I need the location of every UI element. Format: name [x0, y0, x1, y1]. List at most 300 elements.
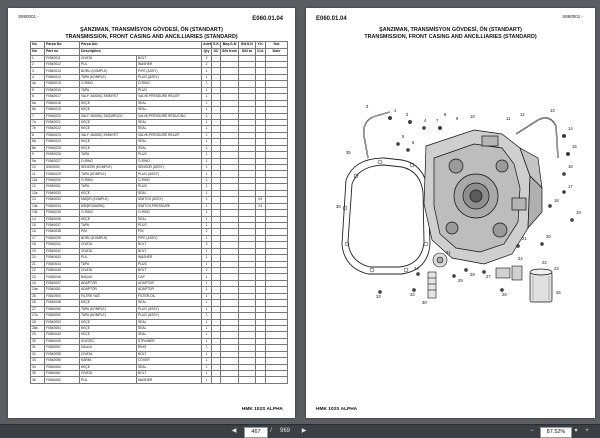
row-qty: 1 [202, 203, 212, 209]
row-name-tr: VALF, BASINÇ DÜŞÜRÜCÜ [80, 113, 137, 119]
row-qty: 1 [202, 319, 212, 325]
row-part-no: F0540048 [45, 300, 80, 306]
row-description: PLUG (ASSY) [137, 74, 202, 80]
callout-number: 3 [366, 104, 369, 109]
row-no: 2 [31, 62, 45, 68]
zoom-in-button[interactable]: + [585, 428, 589, 434]
row-part-no: F0540062 [45, 377, 80, 383]
row-qty: 1 [202, 107, 212, 113]
row-name-tr: CIVATA [80, 55, 137, 61]
row-description: PLUG (ASSY) [137, 313, 202, 319]
row-part-no: F0540026 [45, 152, 80, 158]
col-no-en: No [31, 48, 45, 55]
callout-number: 24 [518, 256, 523, 261]
callout-number: 4 [424, 118, 427, 123]
row-name-tr: VALF, BASINÇ EMNİYET [80, 132, 137, 138]
row-name-tr: KEÇE [80, 100, 137, 106]
row-description: BOLT [137, 242, 202, 248]
row-part-no: F0540019 [45, 107, 80, 113]
row-qty: 1 [202, 345, 212, 351]
row-name-tr: TAPA (KOMPLE) [80, 171, 137, 177]
strainer [428, 272, 436, 298]
col-no: No [31, 42, 45, 49]
callout-number: 14 [568, 126, 573, 131]
row-qty: 1 [202, 306, 212, 312]
row-description: BOLT [137, 55, 202, 61]
row-ica [256, 377, 266, 383]
row-name-tr: BAŞLIK [80, 274, 137, 280]
row-qty: 1 [202, 216, 212, 222]
row-name-tr: TAPA (KOMPLE) [80, 313, 137, 319]
row-part-no: F0540023 [45, 132, 80, 138]
row-name-tr: FİLTRE,YAĞ [80, 293, 137, 299]
callout-number: 36 [336, 204, 341, 209]
row-qty: 1 [202, 235, 212, 241]
row-name-tr: O-RING [80, 177, 137, 183]
title-english: TRANSMISSION, FRONT CASING AND ANCILLIARIES (STANDARD) [364, 33, 537, 40]
page-total: 969 [279, 428, 290, 434]
row-part-no: F0540061 [45, 371, 80, 377]
row-part-no: F0540040 [45, 332, 80, 338]
row-qty: 1 [202, 325, 212, 331]
row-part-no: F0540054 [45, 325, 80, 331]
row-description: VALVE,PRESSURE RELIEF [137, 132, 202, 138]
row-description: SEAL [137, 319, 202, 325]
row-part-no: F0540014 [45, 74, 80, 80]
col-sc: SC [212, 48, 221, 55]
row-no: 26 [31, 300, 45, 306]
row-part-no: F0540012 [45, 62, 80, 68]
row-part-no: F0540032 [45, 190, 80, 196]
row-name-tr: TAPA [80, 261, 137, 267]
row-no: 21 [31, 261, 45, 267]
row-part-no: F0540041 [45, 242, 80, 248]
row-no: 22 [31, 268, 45, 274]
row-description: SEAL [137, 190, 202, 196]
callout-number: 23 [554, 266, 559, 271]
col-sn-to: S/N to [239, 48, 256, 55]
title-turkish: ŞANZIMAN, TRANSMİSYON GÖVDESİ, ÖN (STANDART) [80, 27, 223, 33]
row-description: SEAL [137, 107, 202, 113]
row-name-tr: CIVATA [80, 248, 137, 254]
row-no: 31 [31, 345, 45, 351]
row-no: 3 [31, 68, 45, 74]
row-part-no: F0510900 [45, 293, 80, 299]
row-part-no: F0540030 [45, 177, 80, 183]
row-name-tr: O-RING [80, 81, 137, 87]
row-name-tr: O-RING [80, 158, 137, 164]
parts-table-body [31, 55, 288, 383]
row-name-tr: CIVATA [80, 351, 137, 357]
row-name-tr: CIVATA [80, 242, 137, 248]
row-no: 18 [31, 242, 45, 248]
callout-number: 28 [470, 272, 475, 277]
row-name-tr: TAPA [80, 184, 137, 190]
callout-number: 27 [486, 274, 491, 279]
row-no: 24 [31, 280, 45, 286]
row-no: 6b [31, 107, 45, 113]
row-name-tr: TAPA (KOMPLE) [80, 74, 137, 80]
row-no: 16 [31, 229, 45, 235]
row-description: WASHER [137, 255, 202, 261]
row-part-no: F0540047 [45, 280, 80, 286]
row-name-tr: KEÇE [80, 216, 137, 222]
row-no: 19 [31, 248, 45, 254]
row-part-no: S0K0000 [45, 165, 80, 171]
row-qty: 1 [202, 300, 212, 306]
col-not: Not [266, 42, 288, 49]
row-description: PLUG [137, 222, 202, 228]
callout-number: 7 [436, 118, 439, 123]
row-description: PIPE (ASSY) [137, 68, 202, 74]
callout-number: 19 [576, 210, 581, 215]
row-part-no: F0540036 [45, 216, 80, 222]
row-part-no: F0540043 [45, 255, 80, 261]
row-qty: 1 [202, 139, 212, 145]
right-document-page [306, 8, 595, 418]
row-qty: 1 [202, 248, 212, 254]
row-qty: 1 [202, 81, 212, 87]
model-name: HMK 102S ALPHA [241, 407, 283, 412]
row-name-tr: TAPA [80, 222, 137, 228]
row-qty: 1 [202, 132, 212, 138]
row-description: SENSOR (ASSY) [137, 165, 202, 171]
row-description: ADAPTOR [137, 287, 202, 293]
row-description: SEAL [137, 126, 202, 132]
col-part-no: Part no [45, 48, 80, 55]
table-row [31, 377, 288, 383]
col-parca-no: Parça No [45, 42, 80, 49]
row-part-no: F0540025 [45, 145, 80, 151]
callout-number: 16 [568, 164, 573, 169]
row-name-tr: TAPA (KOMPLE) [80, 306, 137, 312]
callout-number: 31 [446, 250, 451, 255]
row-description: PIPE (ASSY) [137, 235, 202, 241]
row-name-tr: KEÇE [80, 139, 137, 145]
row-no: 8b [31, 145, 45, 151]
col-bit-sn: Bit.S.N [239, 42, 256, 49]
row-no: 13 [31, 197, 45, 203]
row-name-tr: PUL [80, 62, 137, 68]
callout-number: 5 [402, 134, 405, 139]
row-description: O-RING [137, 81, 202, 87]
oil-filter [530, 269, 552, 302]
row-name-tr: CIVATA [80, 268, 137, 274]
callout-number: 33 [376, 294, 381, 299]
row-no: 15 [31, 222, 45, 228]
row-part-no: F0540045 [45, 268, 80, 274]
callout-number: 32 [410, 292, 415, 297]
row-no: 9a [31, 158, 45, 164]
callout-number: 35 [346, 150, 351, 155]
row-no: 33 [31, 358, 45, 364]
callout-number: 20 [546, 234, 551, 239]
row-description: SEAL [137, 119, 202, 125]
col-sn-from: S/N from [221, 48, 239, 55]
row-description: BOLT [137, 351, 202, 357]
row-name-tr: KEÇE [80, 300, 137, 306]
row-qty: 1 [202, 126, 212, 132]
adaptor-block [496, 266, 522, 280]
row-no: 32 [31, 351, 45, 357]
row-note [266, 377, 288, 383]
row-qty: 1 [202, 171, 212, 177]
row-qty: 3 [202, 242, 212, 248]
row-no: 24a [31, 287, 45, 293]
row-part-no: F0540022 [45, 126, 80, 132]
row-description: STRAINER [137, 338, 202, 344]
row-description: SEAL [137, 332, 202, 338]
row-qty: 1 [202, 332, 212, 338]
casing-gasket [342, 158, 430, 274]
title-english: TRANSMISSION, FRONT CASING AND ANCILLIARIES (STANDARD) [65, 33, 238, 40]
row-part-no: F0540013 [45, 68, 80, 74]
callout-number: 1 [394, 108, 397, 113]
row-part-no: F0540049 [45, 338, 80, 344]
row-part-no: F0540016 [45, 87, 80, 93]
row-no: 12 [31, 184, 45, 190]
transmission-housing [424, 130, 542, 264]
title-turkish: ŞANZIMAN, TRANSMİSYON GÖVDESİ, ÖN (STANDART) [379, 27, 522, 33]
row-name-tr: SENSÖR (KOMPLE) [80, 165, 137, 171]
callout-number: 29 [458, 278, 463, 283]
row-name-tr: MÜŞİR (KOMPLE) [80, 197, 137, 203]
row-no: 11 [31, 171, 45, 177]
callout-number: 15 [572, 144, 577, 149]
col-sk: S.K. [212, 42, 221, 49]
row-description: PLUG [137, 152, 202, 158]
callout-number: 8 [444, 112, 447, 117]
row-name-tr: KAPAK [80, 358, 137, 364]
row-no: 27 [31, 306, 45, 312]
row-part-no: F0540039 [45, 235, 80, 241]
left-document-page [8, 8, 295, 418]
row-qty: 1 [202, 313, 212, 319]
row-qty: 2 [202, 229, 212, 235]
row-name-tr: CIVATA [80, 371, 137, 377]
row-description: CAP [137, 274, 202, 280]
row-no: 7a [31, 119, 45, 125]
callout-number: 30 [422, 300, 427, 305]
col-ica: ICA [256, 48, 266, 55]
row-description: BOLT [137, 268, 202, 274]
callout-number: 12 [520, 112, 525, 117]
row-part-no: F0540029 [45, 171, 80, 177]
row-name-tr: KEÇE [80, 319, 137, 325]
row-description: WASHER [137, 62, 202, 68]
row-description: PIN [137, 229, 202, 235]
col-qty: Qty [202, 48, 212, 55]
callout-number: 34 [414, 266, 419, 271]
row-ica: K1 [256, 197, 266, 203]
callout-number: 25 [556, 290, 561, 295]
row-description: O-RING [137, 158, 202, 164]
table-header-row [31, 42, 288, 49]
row-qty: 1 [202, 74, 212, 80]
row-no: 6 [31, 94, 45, 100]
row-no: 28 [31, 319, 45, 325]
row-description: VALVE,PRESSURE REDUCING [137, 113, 202, 119]
row-no: 11a [31, 177, 45, 183]
row-description: SEAL [137, 325, 202, 331]
col-parca-adi: Parça Adı [80, 42, 202, 49]
row-no: 7b [31, 126, 45, 132]
row-description: SWITCH,PRESSURE [137, 203, 202, 209]
row-part-no: F0540034 [45, 203, 80, 209]
row-no: 23 [31, 274, 45, 280]
row-description: O-RING [137, 177, 202, 183]
row-qty: 2 [202, 62, 212, 68]
document-id: S890001 - [18, 14, 39, 19]
page-number-input[interactable]: 467 [244, 427, 268, 438]
row-no: 6a [31, 100, 45, 106]
row-description: COVER [137, 358, 202, 364]
row-qty: 1 [202, 184, 212, 190]
row-no: 30 [31, 338, 45, 344]
row-name-tr: ADAPTÖR [80, 280, 137, 286]
row-part-no: F0540015 [45, 81, 80, 87]
row-ica: K1 [256, 203, 266, 209]
zoom-out-button[interactable]: − [530, 428, 534, 434]
col-bas-sn: Baş.S.N [221, 42, 239, 49]
row-description: PLUG [137, 261, 202, 267]
pipe-assembly-left [364, 112, 390, 158]
row-description: BOLT [137, 371, 202, 377]
row-qty: 2 [202, 268, 212, 274]
row-no: 8a [31, 139, 45, 145]
row-no: 8 [31, 132, 45, 138]
row-no: 17 [31, 235, 45, 241]
row-sc [212, 377, 221, 383]
zoom-dropdown-chevron-icon[interactable]: ▾ [574, 428, 578, 434]
row-part-no: F0540053 [45, 319, 80, 325]
zoom-level-field[interactable]: 87.52% [540, 427, 572, 438]
viewer-toolbar [0, 424, 600, 438]
row-part-no: F0540046 [45, 274, 80, 280]
section-code: E060.01.04 [316, 16, 347, 22]
row-qty: 1 [202, 338, 212, 344]
row-description: SEAL [137, 145, 202, 151]
row-description: FILTER,OIL [137, 293, 202, 299]
row-part-no: F0540011 [45, 55, 80, 61]
row-qty: 1 [202, 119, 212, 125]
row-name-tr: BORU (KOMPLE) [80, 235, 137, 241]
row-no: 14 [31, 216, 45, 222]
callout-number: 11 [506, 116, 511, 121]
row-part-no: F0540033 [45, 197, 80, 203]
section-code: E060.01.04 [252, 16, 283, 22]
row-name-tr: PİM [80, 229, 137, 235]
row-part-no: F0540050 [45, 306, 80, 312]
row-part-no: F0540060 [45, 364, 80, 370]
row-part-no: F0540018 [45, 100, 80, 106]
row-no: 25 [31, 293, 45, 299]
model-name: HMK 102S ALPHA [316, 407, 358, 412]
col-adet: Adet [202, 42, 212, 49]
callout-number: 21 [522, 236, 527, 241]
row-name-tr: MÜŞİR,BASINÇ [80, 203, 137, 209]
row-no: 28a [31, 325, 45, 331]
col-note: Note [266, 48, 288, 55]
document-id: S890001 - [562, 14, 583, 19]
row-part-no: F0540044 [45, 261, 80, 267]
row-qty: 1 [202, 68, 212, 74]
row-part-no: F0540024 [45, 139, 80, 145]
row-description: SEAL [137, 139, 202, 145]
row-part-no: F0540056 [45, 358, 80, 364]
row-name-tr: KEÇE [80, 145, 137, 151]
cover-plate [433, 253, 447, 267]
row-name-tr: TAPA [80, 87, 137, 93]
row-description: SEAL [137, 300, 202, 306]
row-description: PLUG (ASSY) [137, 171, 202, 177]
previous-page-button[interactable]: ◀ [231, 428, 237, 434]
callout-number: 10 [470, 114, 475, 119]
col-description: Description [80, 48, 202, 55]
row-no: 4 [31, 74, 45, 80]
next-page-button[interactable]: ▶ [301, 428, 307, 434]
row-qty: 1 [202, 377, 212, 383]
row-name-tr: KEÇE [80, 190, 137, 196]
row-description: PLUG [137, 184, 202, 190]
callout-number: 26 [502, 292, 507, 297]
col-yk: Y.K. [256, 42, 266, 49]
table-header-row-en [31, 48, 288, 55]
row-qty: 1 [202, 94, 212, 100]
row-part-no: F0540035 [45, 210, 80, 216]
exploded-parts-diagram [306, 8, 595, 418]
row-name-tr: PUL [80, 377, 137, 383]
row-no: 27a [31, 313, 45, 319]
row-qty: 1 [202, 177, 212, 183]
row-no: 9 [31, 152, 45, 158]
row-part-no: F0540017 [45, 94, 80, 100]
page-separator: / [270, 428, 272, 434]
row-name-tr: HALKA [80, 345, 137, 351]
row-description: SEAL [137, 364, 202, 370]
callout-number: 9 [456, 116, 459, 121]
row-part-no: F0540055 [45, 351, 80, 357]
row-qty: 1 [202, 255, 212, 261]
row-name-tr: ADAPTÖR [80, 287, 137, 293]
callout-number: 18 [554, 198, 559, 203]
row-name-tr: BORU (KOMPLE) [80, 68, 137, 74]
row-name-tr: PUL [80, 255, 137, 261]
row-no: 4a [31, 81, 45, 87]
row-name-tr: KEÇE [80, 119, 137, 125]
row-name-tr: SÜZGEÇ [80, 338, 137, 344]
row-description: PLUG [137, 87, 202, 93]
callout-number: 17 [568, 184, 573, 189]
callout-number: 13 [550, 108, 555, 113]
row-part-no: F0540042 [45, 248, 80, 254]
row-qty: 1 [202, 358, 212, 364]
row-description: SEAL [137, 216, 202, 222]
row-qty: 1 [202, 165, 212, 171]
row-qty: 1 [202, 113, 212, 119]
row-description: BOLT [137, 248, 202, 254]
row-qty: 1 [202, 145, 212, 151]
row-no: 34 [31, 364, 45, 370]
row-description: WASHER [137, 377, 202, 383]
row-no: 1 [31, 55, 45, 61]
row-description: ADAPTOR [137, 280, 202, 286]
callout-number: 2 [406, 112, 409, 117]
row-description: PLUG (ASSY) [137, 306, 202, 312]
row-no: 29 [31, 332, 45, 338]
row-qty: 1 [202, 87, 212, 93]
row-no: 20 [31, 255, 45, 261]
